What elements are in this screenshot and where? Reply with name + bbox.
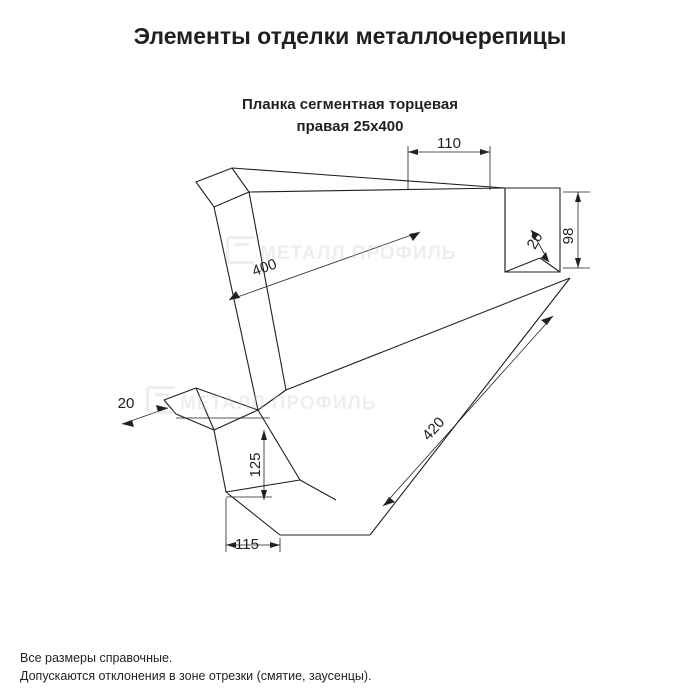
lower-plate-top-left — [258, 390, 286, 410]
arrow-115-right — [270, 542, 280, 548]
upper-plate-left-edge — [214, 207, 258, 410]
watermark-text: МЕТАЛЛ ПРОФИЛЬ — [260, 243, 457, 264]
left-fold-detail-link — [196, 388, 258, 410]
dim-label-115: 115 — [235, 536, 259, 553]
right-box-fold-2 — [540, 258, 560, 272]
arrow-98-top — [575, 192, 581, 202]
footnote-line-1: Все размеры справочные. — [20, 651, 173, 665]
product-name-line-2: правая 25х400 — [296, 118, 404, 135]
upper-plate-end — [196, 168, 249, 207]
lower-plate-top-edge — [286, 278, 570, 390]
product-name-line-1: Планка сегментная торцевая — [242, 96, 458, 113]
arrow-20-left-b — [156, 405, 168, 412]
arrow-98-bot — [575, 258, 581, 268]
arrow-125-bot — [261, 490, 267, 500]
dim-label-110: 110 — [437, 135, 461, 152]
dim-label-125: 125 — [247, 452, 264, 478]
dim-label-420: 420 — [418, 414, 449, 444]
right-box-fold — [505, 258, 540, 272]
dim-label-20-right: 20 — [523, 229, 547, 253]
watermark-text: МЕТАЛЛ ПРОФИЛЬ — [180, 393, 377, 414]
arrow-400-low — [229, 291, 240, 300]
arrow-110-right — [480, 149, 490, 155]
dim-label-400: 400 — [249, 255, 280, 281]
upper-plate-inner-edge — [249, 188, 505, 192]
lower-plate-bottom-left — [226, 492, 280, 535]
arrow-20-left-a — [122, 420, 134, 427]
lower-plate-left-top — [214, 410, 258, 430]
left-fold-detail-top — [164, 388, 196, 400]
lower-plate-left-edge — [214, 430, 226, 492]
lower-plate-right-edge — [370, 278, 570, 535]
upper-plate-top-edge — [232, 168, 505, 188]
lower-plate-inner-fold-2 — [300, 480, 336, 500]
arrow-400-high — [409, 232, 420, 241]
dim-420-line — [383, 316, 553, 506]
arrow-20-right-bot — [541, 252, 549, 262]
left-fold-detail-left — [164, 400, 176, 414]
arrow-125-top — [261, 430, 267, 440]
dim-label-20-left: 20 — [117, 395, 135, 412]
arrow-420-high — [541, 316, 553, 325]
footnote-line-2: Допускаются отклонения в зоне отрезки (смятие, заусенцы). — [20, 669, 372, 683]
arrow-110-left — [408, 149, 418, 155]
dim-label-98: 98 — [560, 227, 577, 245]
page-title: Элементы отделки металлочерепицы — [133, 23, 567, 49]
